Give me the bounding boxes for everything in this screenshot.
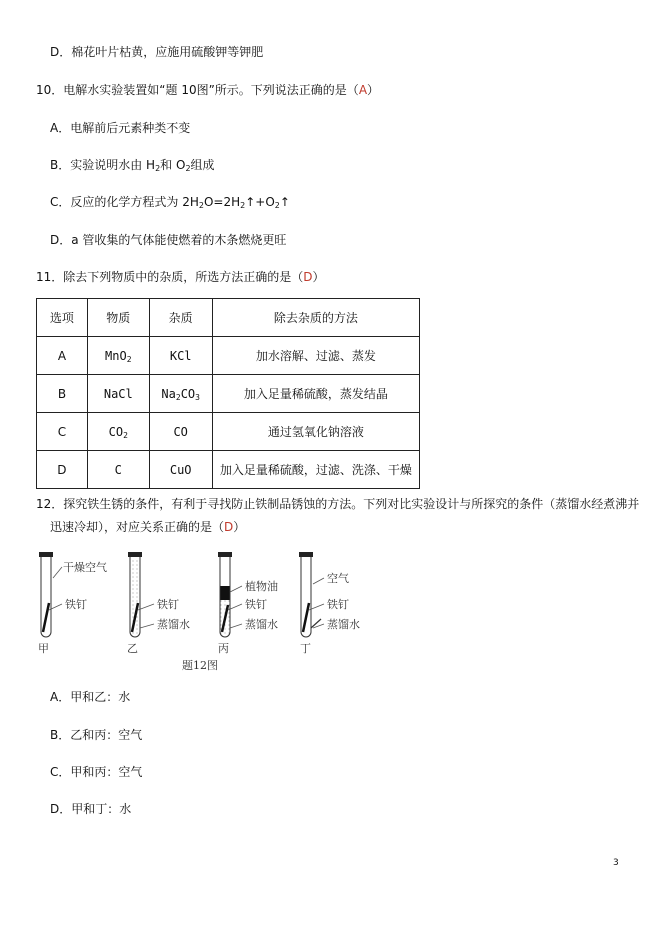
question-number: 12． [36, 497, 64, 511]
option-text-tail: 组成 [190, 158, 215, 172]
option-text: 甲和丙：空气 [70, 765, 143, 779]
option-prefix: C． [50, 765, 71, 779]
question-text: 电解水实验装置如“题 10图”所示。下列说法正确的是（ [63, 83, 359, 97]
table-header: 物质 [87, 299, 149, 337]
table-cell-impurity: CuO [149, 451, 212, 489]
question-suffix: ） [312, 270, 325, 284]
question-11 [36, 269, 325, 285]
label-iron-nail: 铁钉 [245, 598, 267, 611]
option-prefix: D． [50, 802, 72, 816]
table-row [37, 375, 420, 413]
question-10 [36, 82, 379, 98]
table-cell-method: 加入足量稀硫酸，蒸发结晶 [212, 375, 419, 413]
option-text-mid: O=2H [203, 195, 241, 209]
option-text: 甲和丁：水 [71, 802, 132, 816]
iron-nail-icon [43, 603, 49, 632]
question-text: 除去下列物质中的杂质，所选方法正确的是（ [63, 270, 304, 284]
option-10b [50, 157, 215, 173]
option-text-tail: ↑ [279, 195, 290, 209]
answer-letter: A [358, 83, 368, 97]
option-12b [50, 727, 142, 743]
table-cell-impurity: CO [149, 413, 212, 451]
tube-label-ding: 丁 [300, 642, 311, 655]
option-10c [50, 194, 290, 210]
tube-ding [299, 552, 360, 655]
table-cell-option: C [37, 413, 88, 451]
option-text: 电解前后元素种类不变 [70, 121, 191, 135]
table-cell-substance: $CO_2$ [87, 413, 149, 451]
table-header-row [37, 299, 420, 337]
label-dry-air: 干燥空气 [63, 561, 107, 574]
question-number: 11． [36, 270, 64, 284]
label-iron-nail: 铁钉 [157, 598, 179, 611]
option-text: 乙和丙：空气 [70, 728, 143, 742]
option-text: 实验说明水由 H [70, 158, 156, 172]
tube-jia [38, 552, 107, 655]
table-cell-impurity: $Na_2CO_3$ [149, 375, 212, 413]
tube-label-bing: 丙 [218, 642, 229, 655]
question-number: 10． [36, 83, 64, 97]
option-text-mid: 和 O [160, 158, 186, 172]
label-distilled-water: 蒸馏水 [327, 618, 360, 631]
table-cell-substance: NaCl [87, 375, 149, 413]
option-10d [50, 232, 286, 248]
impurity-table [36, 298, 420, 489]
question-suffix: ） [233, 520, 246, 534]
table-cell-option: B [37, 375, 88, 413]
option-text: a 管收集的气体能使燃着的木条燃烧更旺 [71, 233, 287, 247]
question-text: 探究铁生锈的条件，有利于寻找防止铁制品锈蚀的方法。下列对比实验设计与所探究的条件（蒸馏水经煮沸并 [63, 497, 640, 511]
figure-caption: 题12图 [182, 659, 218, 672]
option-prefix: C． [50, 195, 71, 209]
option-prefix: B． [50, 158, 71, 172]
table-row [37, 337, 420, 375]
table-row [37, 413, 420, 451]
table-header: 选项 [37, 299, 88, 337]
option-text-mid2: ↑+O [245, 195, 275, 209]
subscript: 2 [274, 201, 280, 210]
option-10a [50, 120, 190, 136]
table-header: 除去杂质的方法 [212, 299, 419, 337]
table-cell-substance: C [87, 451, 149, 489]
option-12d [50, 801, 131, 817]
table-cell-option: D [37, 451, 88, 489]
option-text: 甲和乙：水 [70, 690, 131, 704]
table-cell-method: 加水溶解、过滤、蒸发 [212, 337, 419, 375]
option-prefix: A． [50, 121, 71, 135]
option-12a [50, 689, 130, 705]
option-prefix: A． [50, 690, 71, 704]
label-distilled-water: 蒸馏水 [157, 618, 190, 631]
test-tube-figure [32, 548, 372, 673]
option-text: 棉花叶片枯黄，应施用硫酸钾等钾肥 [71, 45, 264, 59]
label-vegetable-oil: 植物油 [245, 580, 278, 593]
tube-label-jia: 甲 [38, 642, 49, 655]
question-12 [36, 496, 639, 512]
subscript: 2 [240, 201, 246, 210]
answer-letter: D [303, 270, 313, 284]
label-iron-nail: 铁钉 [65, 598, 87, 611]
answer-letter: D [224, 520, 234, 534]
iron-nail-icon [303, 603, 309, 632]
tube-label-yi: 乙 [127, 642, 138, 655]
option-prefix: D． [50, 233, 72, 247]
subscript: 2 [198, 201, 204, 210]
table-cell-method: 通过氢氧化钠溶液 [212, 413, 419, 451]
question-12-continued [50, 519, 245, 535]
subscript: 2 [155, 164, 161, 173]
table-row [37, 451, 420, 489]
tube-bing [218, 552, 278, 655]
label-distilled-water: 蒸馏水 [245, 618, 278, 631]
question-suffix: ） [367, 83, 380, 97]
option-9d [50, 44, 263, 60]
table-cell-impurity: KCl [149, 337, 212, 375]
tube-yi [127, 552, 190, 655]
table-cell-method: 加入足量稀硫酸，过滤、洗涤、干燥 [212, 451, 419, 489]
option-text: 反应的化学方程式为 2H [70, 195, 199, 209]
subscript: 2 [185, 164, 191, 173]
table-header: 杂质 [149, 299, 212, 337]
page-number: 3 [613, 858, 619, 868]
question-text: 迅速冷却），对应关系正确的是（ [50, 520, 225, 534]
table-cell-option: A [37, 337, 88, 375]
label-iron-nail: 铁钉 [327, 598, 349, 611]
option-12c [50, 764, 142, 780]
table-cell-substance: MnO$_2$ [87, 337, 149, 375]
label-air: 空气 [327, 572, 349, 585]
option-prefix: D． [50, 45, 72, 59]
option-prefix: B． [50, 728, 71, 742]
